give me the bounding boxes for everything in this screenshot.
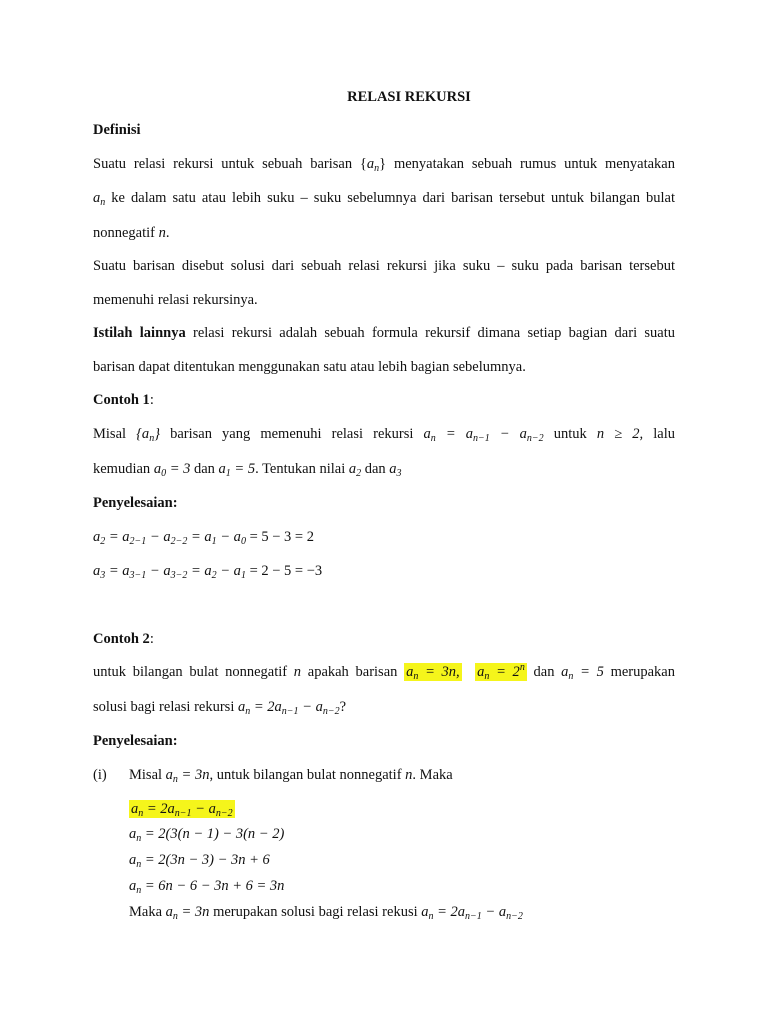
contoh-2-line-2: solusi bagi relasi rekursi $a_n = 2a_{n-1} - a_{n-2}$?	[93, 699, 347, 717]
equation-step-3: $a_n = 6n - 6 - 3n + 6 = 3n$	[129, 878, 285, 896]
penyelesaian-2-heading: Penyelesaian:	[93, 733, 178, 749]
istilah-line-2: barisan dapat ditentukan menggunakan satu atau lebih bagian sebelumnya.	[93, 359, 526, 375]
equation-highlight: $a_n = 2a_{n-1} - a_{n-2}$	[131, 801, 233, 819]
definition-p2-line-1: Suatu barisan disebut solusi dari sebuah relasi rekursi jika suku – suku pada barisan tersebut	[93, 258, 675, 274]
solution-a2: $a_2 = a_{2-1} - a_{2-2} = a_1 - a_0 = 5 - 3 = 2$	[93, 529, 314, 547]
definition-p2-line-2: memenuhi relasi rekursinya.	[93, 292, 258, 308]
definisi-heading: Definisi	[93, 122, 141, 138]
item-i-label: (i)	[93, 767, 107, 783]
highlight-an-2n: $a_n = 2^n$	[477, 662, 525, 682]
equation-step-2: $a_n = 2(3n - 3) - 3n + 6$	[129, 852, 270, 870]
contoh-2-line-1: untuk bilangan bulat nonnegatif n apakah barisan $a_n = 3n$, $a_n = 2^n$ dan $a_n = 5$ merupakan	[93, 662, 675, 682]
page-title: RELASI REKURSI	[347, 89, 471, 105]
equation-step-1: $a_n = 2(3(n - 1) - 3(n - 2)$	[129, 826, 285, 844]
definition-line-3: nonnegatif n.	[93, 225, 170, 241]
contoh-1-line-2: kemudian $a_0 = 3$ dan $a_1 = 5$. Tentukan nilai $a_2$ dan $a_3$	[93, 461, 402, 479]
definition-line-2: $a_n$ ke dalam satu atau lebih suku – suku sebelumnya dari barisan tersebut untuk bilangan bulat	[93, 190, 675, 208]
istilah-line-1: Istilah lainnya relasi rekursi adalah sebuah formula rekursif dimana setiap bagian dari suatu	[93, 325, 675, 341]
penyelesaian-heading: Penyelesaian:	[93, 495, 178, 511]
contoh-1-heading: Contoh 1:	[93, 392, 154, 408]
highlight-an-3n: $a_n = 3n$,	[406, 664, 460, 682]
item-i-text: Misal $a_n = 3n$, untuk bilangan bulat nonnegatif n. Maka	[129, 767, 453, 785]
solution-a3: $a_3 = a_{3-1} - a_{3-2} = a_2 - a_1 = 2 - 5 = -3$	[93, 563, 323, 581]
definition-line-1: Suatu relasi rekursi untuk sebuah barisan $\{a_n\}$ menyatakan sebuah rumus untuk menyatakan	[93, 156, 675, 174]
contoh-2-heading: Contoh 2:	[93, 631, 154, 647]
contoh-1-line-1: Misal $\{a_n\}$ barisan yang memenuhi relasi rekursi $a_n = a_{n-1} - a_{n-2}$ untuk n ≥ 2, lalu	[93, 426, 675, 444]
conclusion-line: Maka $a_n = 3n$ merupakan solusi bagi relasi rekusi $a_n = 2a_{n-1} - a_{n-2}$	[129, 904, 523, 922]
